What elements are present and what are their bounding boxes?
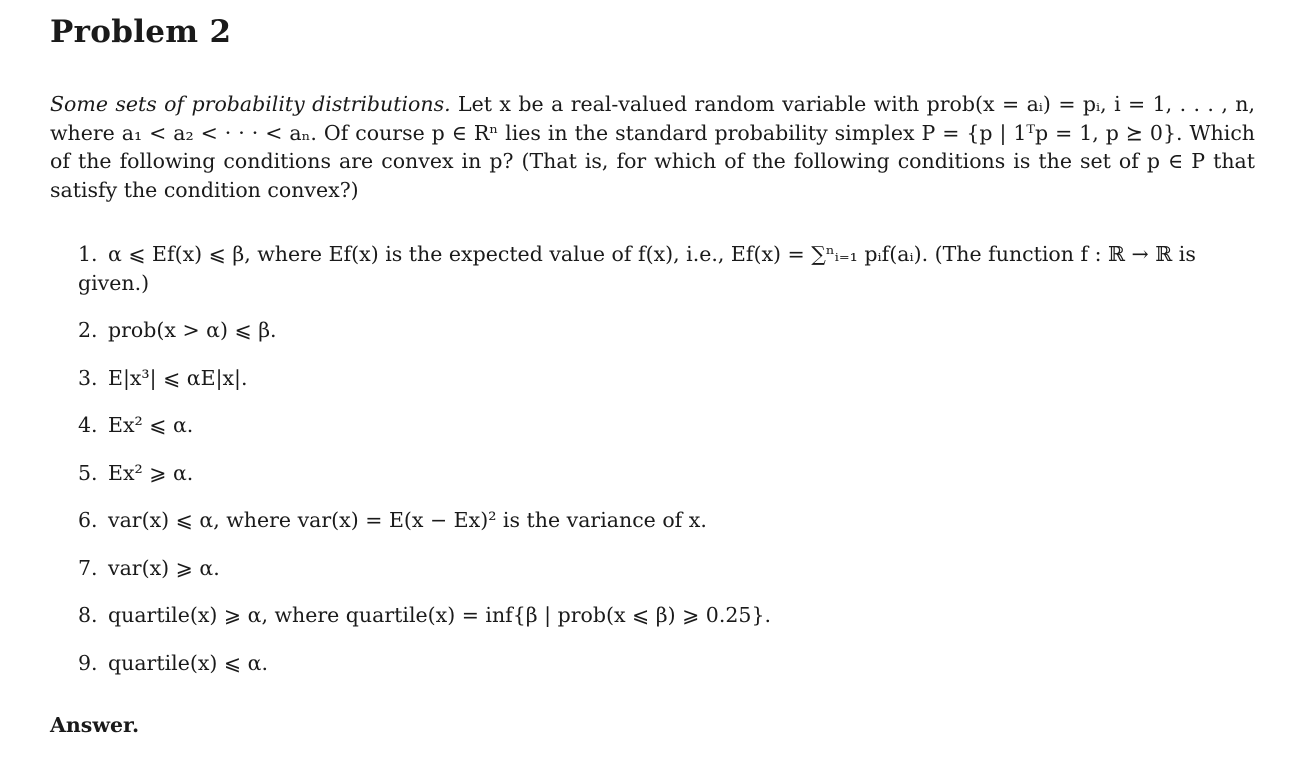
condition-item-4 xyxy=(78,411,1258,440)
condition-text: E|x³| ⩽ αE|x|. xyxy=(108,366,248,390)
condition-item-7 xyxy=(78,554,1258,583)
condition-number: 1. xyxy=(78,242,98,266)
condition-item-8 xyxy=(78,601,1258,630)
condition-text: prob(x > α) ⩽ β. xyxy=(108,318,277,342)
condition-number: 5. xyxy=(78,461,98,485)
problem-statement xyxy=(50,90,1255,204)
condition-number: 3. xyxy=(78,366,98,390)
condition-text: Ex² ⩾ α. xyxy=(108,461,194,485)
problem-heading: Problem 2 xyxy=(50,14,232,50)
condition-item-2 xyxy=(78,316,1258,345)
condition-text: var(x) ⩾ α. xyxy=(108,556,220,580)
answer-label: Answer. xyxy=(50,713,140,737)
condition-item-1 xyxy=(78,240,1258,297)
condition-item-3 xyxy=(78,364,1258,393)
condition-text: Ex² ⩽ α. xyxy=(108,413,194,437)
condition-number: 9. xyxy=(78,651,98,675)
condition-number: 7. xyxy=(78,556,98,580)
condition-number: 6. xyxy=(78,508,98,532)
condition-number: 4. xyxy=(78,413,98,437)
condition-item-6 xyxy=(78,506,1258,535)
statement-text: Let x be a real-valued random variable with prob(x = aᵢ) = pᵢ, i = 1, . . . , n, where a₁ < a₂ < · · · < aₙ. Of course p ∈ Rⁿ lies in the standard probability simplex P = {p | 1ᵀp = 1, p ⪰ 0}. Which of the following conditions are convex in p? (That is, for which of the following conditions is the set of p ∈ P that satisfy the condition convex?) xyxy=(50,92,1255,202)
condition-item-5 xyxy=(78,459,1258,488)
condition-item-9 xyxy=(78,649,1258,678)
condition-text: α ⩽ Ef(x) ⩽ β, where Ef(x) is the expected value of f(x), i.e., Ef(x) = ∑ⁿᵢ₌₁ pᵢf(aᵢ). (The function f : ℝ → ℝ is given.) xyxy=(78,242,1196,295)
condition-number: 8. xyxy=(78,603,98,627)
statement-lead: Some sets of probability distributions. xyxy=(50,92,451,116)
condition-text: quartile(x) ⩽ α. xyxy=(108,651,268,675)
condition-text: var(x) ⩽ α, where var(x) = E(x − Ex)² is the variance of x. xyxy=(108,508,707,532)
condition-number: 2. xyxy=(78,318,98,342)
condition-text: quartile(x) ⩾ α, where quartile(x) = inf{β | prob(x ⩽ β) ⩾ 0.25}. xyxy=(108,603,771,627)
